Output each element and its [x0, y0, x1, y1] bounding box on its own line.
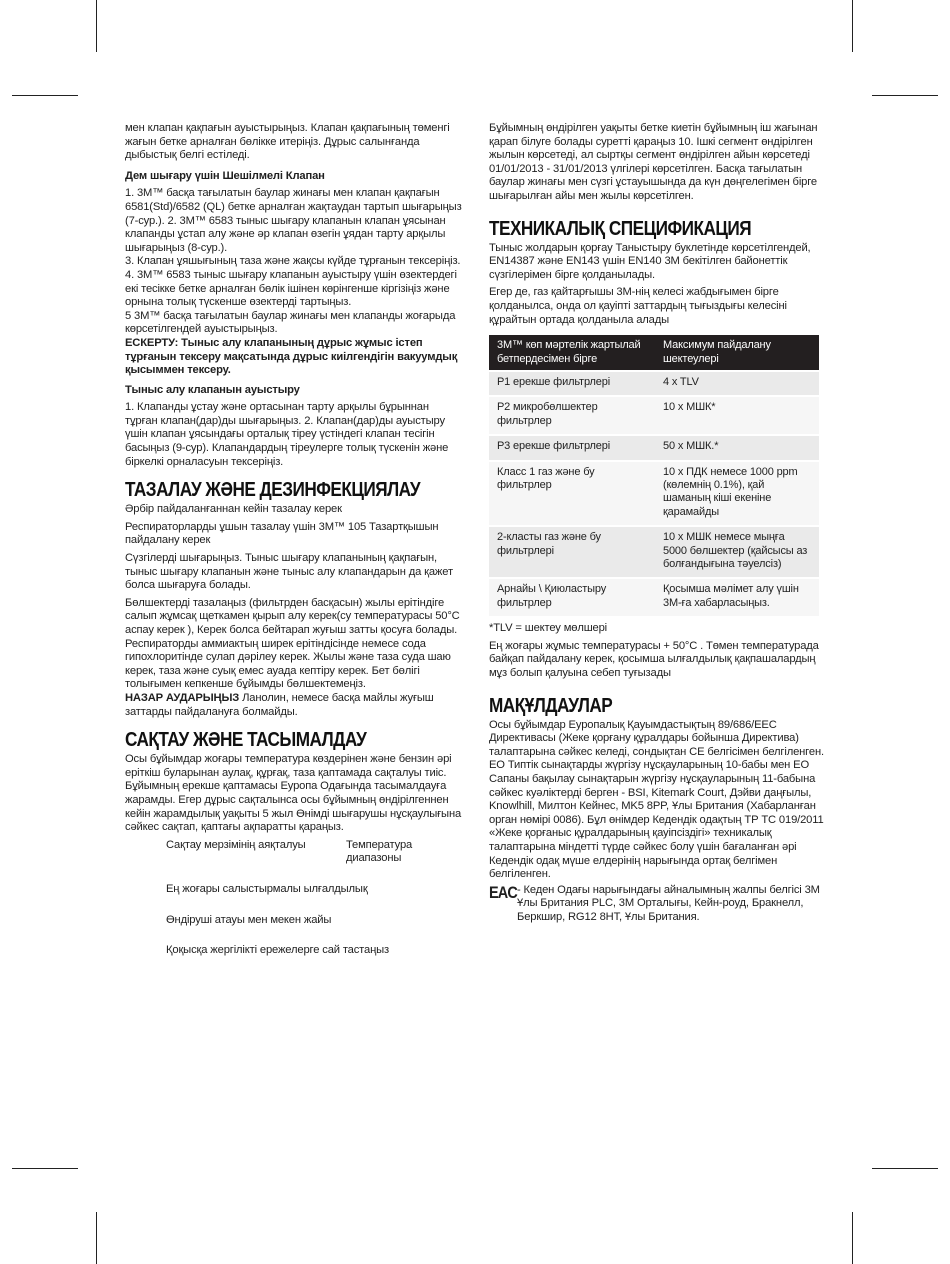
spec-cell-limit: Қосымша мәлімет алу үшін 3M-ға хабарласыңыз. [655, 578, 819, 616]
spec-cell-filter: 2-класты газ және бу фильтрлері [489, 526, 655, 578]
temperature-note: Ең жоғары жұмыс температурасы + 50°C . Төмен температурада байқап пайдалану керек, қосымша ылғалдылық қақпашалардың мұз болып қалуына себеп туғызады [489, 639, 819, 679]
storage-row-label: Ең жоғары салыстырмалы ылғалдылық [166, 882, 368, 895]
approvals-paragraph: Осы бұйымдар Еуропалық Қауымдастықтың 89/686/EEC Директивасы (Жеке қорғану құралдары бойынша Директива) талаптарына сәйкес келеді, сондықтан CE белгісімен белгіленген. ЕО Типтік сынақтарды жүргізу нұсқауларының 10-бабы мен ЕО Сапаны бақылау сынақтарын жүргізу нұсқауларының 11-бабына сәйкес куәліктерді берген - BSI, Kitemark Court, Дэйви даңғылы, Knowlhill, Милтон Кейнес, MK5 8PP, Ұлы Британия (Хабарланған орган нөмірі 0086). Бұл өнімдер Кедендік одақтың ТР ТС 019/2011 «Жеке қорғаныс құралдарының қауіпсіздігі» техникалық талаптарына міндетті түрде сәйкес болу үшін бағаланған әрі Кедендік одақ мүше елдерінің нарығында ортақ белгімен белгіленген. [489, 718, 824, 881]
crop-mark [12, 1168, 78, 1169]
storage-symbols-table [166, 839, 462, 958]
crop-mark [96, 1212, 97, 1264]
spec-cell-limit: 4 x TLV [655, 371, 819, 396]
storage-row [166, 839, 462, 866]
left-column [125, 122, 462, 975]
storage-row [166, 914, 462, 928]
cleaning-paragraph: Бөлшектерді тазалаңыз (фильтрден басқасын) жылы ерітіндіге салып жұмсақ щеткамен қырып алу керек(су температурасы 50°C аспау керек ), Керек болса бейтарап жуғыш затты қосуға болады. Респираторды аммиактың ширек ерітіндісінде немесе сода гипохлоритінде сулап дәрілеу керек. Жылы және таза суда шаю керек, таза және суық емес ауада кептіру керек. Бет бөлігі толығымен кепкенше бұйымды бөлшектемеңіз. [125, 596, 460, 691]
spec-table-row [489, 396, 819, 435]
right-intro: Бұйымның өндірілген уақыты бетке киетін бұйымның іш жағынан қарап білуге болады суретті қараңыз 10. Ішкі сегмент өндірілген жылын көрсетеді, ал сыртқы сегмент өндірілген айын көрсетеді 01/01/2013 - 31/01/2013 үлгілері көрсетілген. Басқа тағылатын баулар жинағы мен сүзгі ұстауышында да күн дөңгелегімен бірге шығарылған айы мен жылы көрсетілген. [489, 122, 818, 202]
spec-cell-limit: 10 x МШК немесе мыңға 5000 бөлшектер (қайсысы аз болғандығына тәуелсіз) [655, 526, 819, 578]
attention-text: Ланолин, немесе басқа майлы жуғыш заттарды пайдалануға болмайды. [125, 691, 434, 718]
spec-cell-filter: P3 ерекше фильтрлері [489, 435, 655, 460]
spec-paragraph: Егер де, газ қайтарғышы 3M-нің келесі жабдығымен бірге қолданылса, онда ол қауіпті заттардың тығыздығы келесіні құрайтын ортада қолданыла алады [489, 286, 787, 326]
crop-mark [852, 1212, 853, 1264]
crop-mark [96, 0, 97, 52]
spec-cell-limit: 10 x ПДК немесе 1000 ppm (көлемнің 0.1%), қай шаманың кіші екеніне қарамайды [655, 461, 819, 527]
spec-paragraph: Тыныс жолдарын қорғау Таныстыру буклетінде көрсетілгендей, EN14387 және EN143 үшін EN140 3M бекітілген байонеттік сүзгілерімен бірге қолданылады. [489, 241, 811, 281]
spec-table [489, 335, 819, 616]
storage-row-label: Қоқысқа жергілікті ережелерге сай тастаңыз [166, 944, 390, 957]
storage-row-label: Сақтау мерзімінің аяқталуы [166, 838, 306, 851]
crop-mark [852, 0, 853, 52]
cleaning-section-title: ТАЗАЛАУ ЖӘНЕ ДЕЗИНФЕКЦИЯЛАУ [125, 479, 421, 502]
crop-mark [872, 1168, 938, 1169]
spec-table-row [489, 371, 819, 396]
storage-row-label: Температура диапазоны [346, 838, 413, 865]
approvals-section-title: МАҚҰЛДАУЛАР [489, 694, 613, 717]
right-column [489, 122, 827, 925]
left-intro: мен клапан қақпағын ауыстырыңыз. Клапан қақпағының төменгі жағын бетке арналған бөлікке итеріңіз. Дұрыс салынғанда дыбыстық белгі естіледі. [125, 122, 450, 162]
eac-text: - Кеден Одағы нарығындағы айналымның жалпы белгісі 3M Ұлы Британия PLC, 3M Орталығы, Кейн-роуд, Бракнелл, Беркшир, RG12 8HT, Ұлы Британия. [517, 883, 820, 923]
tlv-note: *TLV = шектеу мөлшері [489, 622, 607, 635]
cleaning-paragraph: Әрбір пайдаланғаннан кейін тазалау керек [125, 503, 342, 516]
spec-cell-filter: Класс 1 газ және бу фильтрлер [489, 461, 655, 527]
crop-mark [872, 95, 938, 96]
cleaning-paragraph: Респираторларды ұшын тазалау үшін 3M™ 105 Тазартқышын пайдалану керек [125, 520, 439, 547]
inhale-valve-text: 1. Клапанды ұстау және ортасынан тарту арқылы бұрыннан тұрған клапан(дар)ды шығарыңыз. 2. Клапан(дар)ды ауыстыру үшін клапан ұясындағы орталық тіреу үстіндегі клапан тесігін басыңыз (9-сур). Клапандардың тіреулерге толық түскенін және біркелкі орналасуын тексеріңіз. [125, 401, 449, 468]
spec-table-header [489, 335, 819, 371]
attention-label: НАЗАР АУДАРЫҢЫЗ [125, 691, 240, 704]
spec-section-title: ТЕХНИКАЛЫҚ СПЕЦИФИКАЦИЯ [489, 217, 752, 240]
spec-table-row [489, 578, 819, 616]
spec-cell-limit: 10 x МШК* [655, 396, 819, 435]
storage-paragraph: Осы бұйымдар жоғары температура көздерінен және бензин әрі еріткіш буларынан аулақ, құрғақ, таза қаптамада сақталуы тиіс. Бұйымның ерекше қаптамасы Еуропа Одағында тасымалдауға жарамды. Егер дұрыс сақталынса осы бұйымның өндірілгеннен кейін жарамдылық уақыты 5 жыл Өнімді шығарушы нұсқаулығына сәйкес сақтап, қаптағы ақпаратты қараңыз. [125, 753, 462, 834]
storage-section-title: САҚТАУ ЖӘНЕ ТАСЫМАЛДАУ [125, 729, 367, 752]
cleaning-paragraph: Сүзгілерді шығарыңыз. Тыныс шығару клапанының қақпағын, тыныс шығару клапанын және тыныс алу клапандарын да қажет болса шығаруға болады. [125, 552, 453, 592]
exhale-valve-heading: Дем шығару үшін Шешілмелі Клапан [125, 169, 325, 182]
spec-cell-filter: P1 ерекше фильтрлері [489, 371, 655, 396]
crop-mark [12, 95, 78, 96]
attention-paragraph [125, 692, 462, 719]
spec-table-row [489, 526, 819, 578]
storage-row [166, 883, 462, 897]
storage-row-label: Өндіруші атауы мен мекен жайы [166, 913, 332, 926]
spec-cell-filter: Арнайы \ Қиюластыру фильтрлер [489, 578, 655, 616]
storage-row [166, 944, 462, 958]
exhale-valve-text: 1. 3M™ басқа тағылатын баулар жинағы мен клапан қақпағын 6581(Std)/6582 (QL) бетке арналған жақтаудан тартып шығарыңыз (7-сур.). 2. 3M™ 6583 тыныс шығару клапанын клапан ұясынан клапанды ұстап алу және әр клапан өзегін ұядан тарту арқылы шығарыңыз (8-сур.). 3. Клапан ұяшығының таза және жақсы күйде тұрғанын тексеріңіз. 4. 3M™ 6583 тыныс шығару клапанын ауыстыру үшін өзектердегі екі тесікке бетке арналған бөлік ішінен көрінгенше кіргізіңіз және орнына толық түскенше өзектерді тартыңыз. 5 3M™ басқа тағылатын баулар жинағы мен клапанды жоғарыда көрсетілгендей ауыстырыңыз. [125, 187, 462, 336]
note-text: ЕСКЕРТУ: Тыныс алу клапанының дұрыс жұмыс істеп тұрғанын тексеру мақсатында дұрыс киілгендігін вакуумдық қысыммен тексеру. [125, 336, 458, 377]
spec-table-row [489, 435, 819, 460]
eac-logo: EAC [489, 882, 517, 902]
spec-table-row [489, 461, 819, 527]
spec-cell-filter: P2 микробөлшектер фильтрлер [489, 396, 655, 435]
inhale-valve-heading: Тыныс алу клапанын ауыстыру [125, 383, 300, 396]
eac-mark-block [489, 884, 827, 925]
spec-table-header-cell: 3M™ көп мәртелік жартылай бетпердесімен бірге [489, 335, 655, 371]
spec-cell-limit: 50 x МШК.* [655, 435, 819, 460]
spec-table-header-cell: Максимум пайдалану шектеулері [655, 335, 819, 371]
